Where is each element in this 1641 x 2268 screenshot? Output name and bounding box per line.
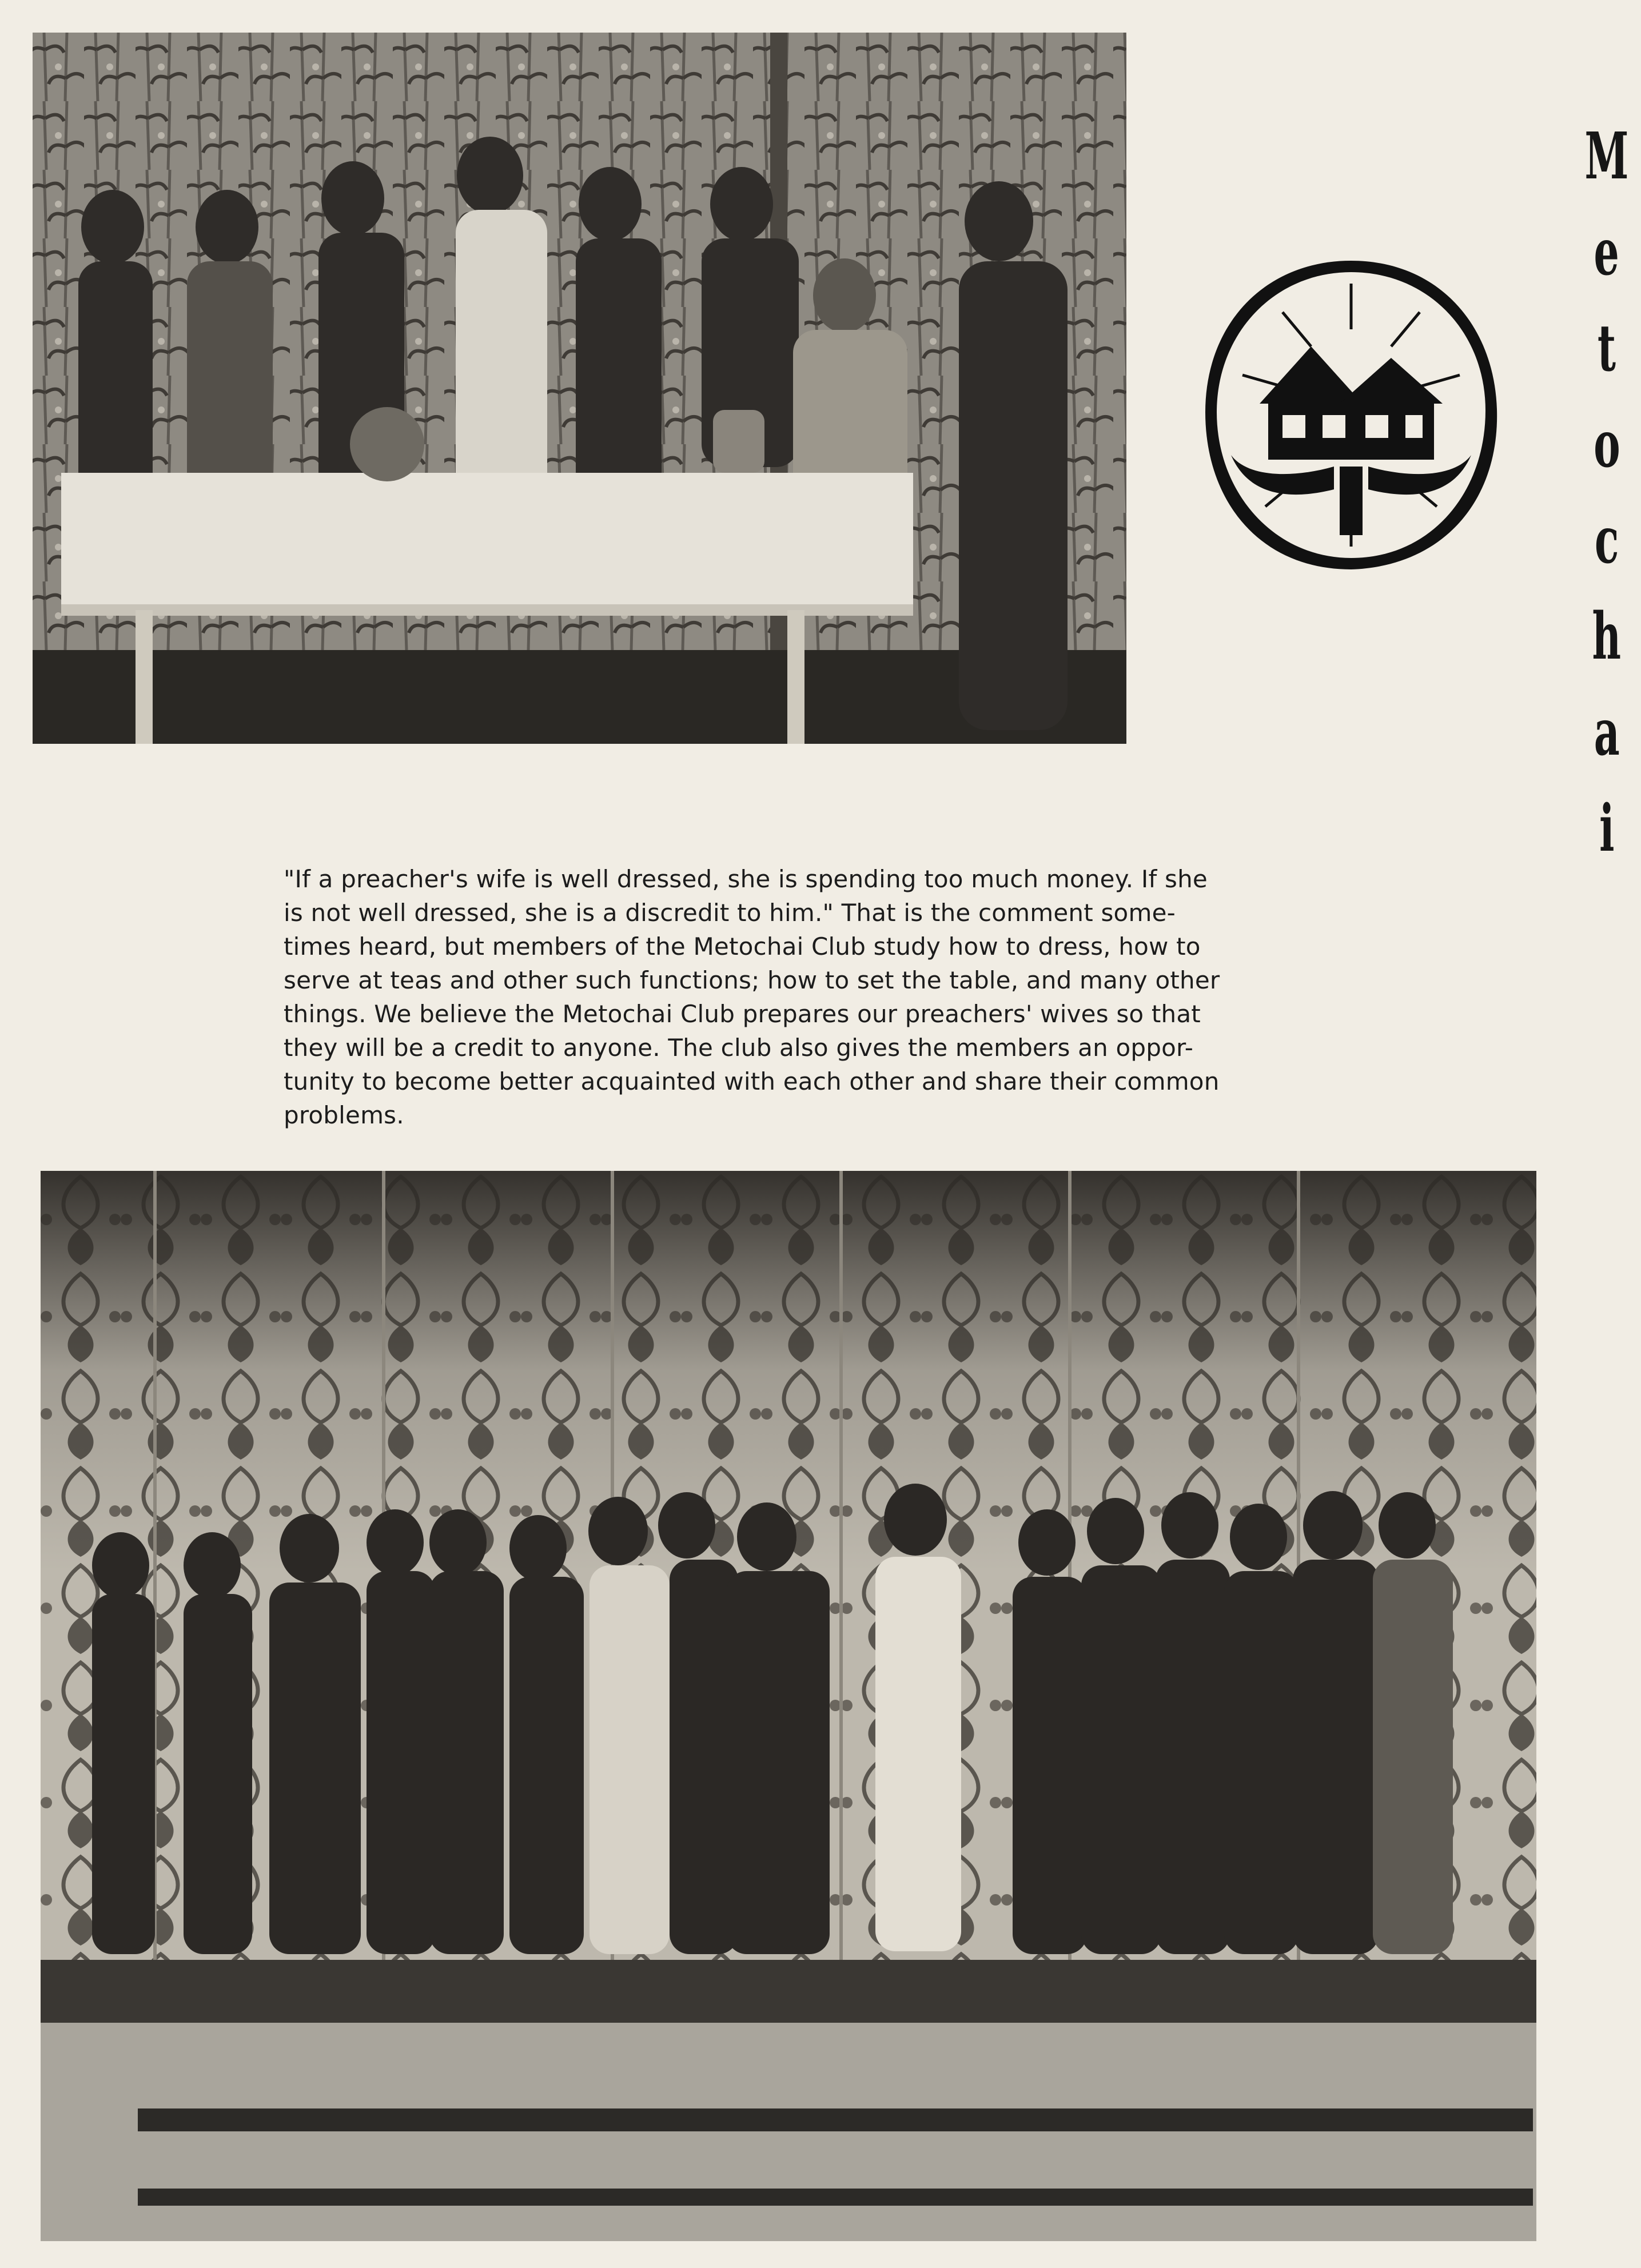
club-emblem — [1197, 249, 1505, 581]
side-title — [1575, 109, 1638, 877]
caption — [284, 862, 1301, 1132]
caption-line: serve at teas and other such functions; how to set the table, and many other — [284, 966, 1220, 994]
photo-tea-table — [33, 33, 1126, 744]
caption-line: "If a preacher's wife is well dressed, she is spending too much money. If she — [284, 865, 1208, 893]
side-title-letter: o — [1593, 407, 1620, 482]
side-title-letter: i — [1599, 791, 1615, 866]
side-title-letter: h — [1592, 599, 1622, 674]
caption-line: things. We believe the Metochai Club prepares our preachers' wives so that — [284, 1000, 1201, 1028]
side-title-letter: t — [1597, 311, 1616, 386]
caption-line: problems. — [284, 1101, 404, 1129]
caption-line: times heard, but members of the Metochai Club study how to dress, how to — [284, 932, 1201, 960]
caption-line: is not well dressed, she is a discredit to him." That is the comment some- — [284, 899, 1176, 927]
caption-line: they will be a credit to anyone. The club also gives the members an oppor- — [284, 1034, 1194, 1062]
side-title-letter: M — [1584, 119, 1629, 194]
photo-club-on-stage — [41, 1171, 1536, 2241]
caption-line: tunity to become better acquainted with each other and share their common — [284, 1067, 1220, 1095]
side-title-letter: e — [1594, 215, 1620, 290]
side-title-letter: c — [1594, 503, 1619, 578]
side-title-letter: a — [1594, 695, 1620, 770]
